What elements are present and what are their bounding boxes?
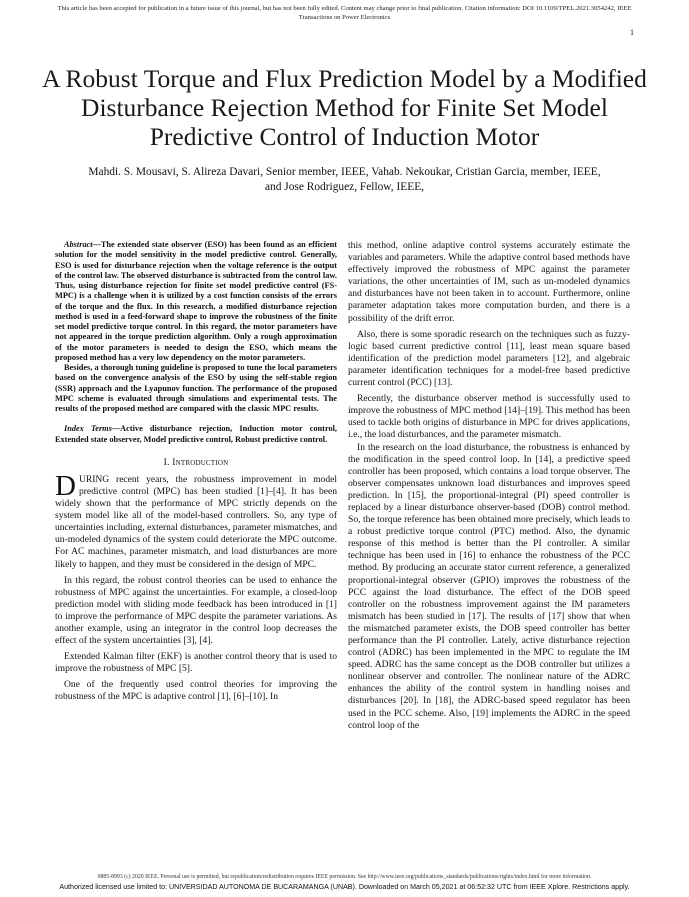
- intro-paragraph-4: One of the frequently used control theories for improving the robustness of the MPC is adaptive control [1], [6]–[10]. In: [55, 679, 337, 703]
- copyright-footer: 0885-8993 (c) 2020 IEEE. Personal use is permitted, but republication/redistribution requires IEEE permission. See http://www.ieee.org/publications_standards/publications/rights/index.html for more information.: [97, 874, 592, 880]
- abstract-paragraph-1: Abstract—The extended state observer (ESO) has been found as an efficient solution for the model sensitivity in the model predictive control. Generally, ESO is used for disturbance rejection when the voltage reference is the output of the control law. The observed disturbance is subtracted from the control law. Thus, using disturbance rejection for finite set model predictive control (FS-MPC) is a challenge when it is utilized by a cost function consists of the errors of the torque and the flux. In this research, a modified disturbance rejection method is used in a feed-forward shape to improve the robustness of the finite set model predictive torque control. In this regard, the motor parameters have not appeared in the torque prediction algorithm. Only a rough approximation of the motor parameters is needed to design the ESO, which means the proposed method has a very low dependency on the motor parameters.: [55, 240, 337, 362]
- intro-paragraph-2: In this regard, the robust control theories can be used to enhance the robustness of MPC against the uncertainties. For example, a closed-loop prediction model with sliding mode feedback has been introduced in [1] to improve the performance of MPC despite the parameter variations. As another example, using an integrator in the control loop decreases the effect of the system uncertainties [3], [4].: [55, 574, 337, 647]
- author-line-2: and Jose Rodriguez, Fellow, IEEE,: [264, 181, 424, 193]
- left-column: [55, 240, 337, 704]
- abstract: [55, 240, 337, 445]
- journal-name: Transactions on Power Electronics: [298, 14, 391, 21]
- right-paragraph-4: In the research on the load disturbance, the robustness is enhanced by the modification in the speed control loop. In [14], a predictive speed controller has been proposed, which contains a load torque observer. The observer compensates unknown load disturbances and improves speed prediction. In [15], the proportional-integral (PI) speed controller is replaced by a linear disturbance observer-based (DOB) control method. So, the torque reference has been obtained more precisely, which leads to a robust predictive torque control (PTC) method. Also, the dynamic response of this method is better than the PI controller. A similar technique has been used in [16] to enhance the robustness of the PCC method. By producing an accurate stator current reference, a generalized proportional-integral observer (GPIO) improves the robustness of the PCC against the load disturbance. The effect of the DOB speed controller on the robustness improvement against the IM parameters mismatch has been studied in [17]. The results of [17] show that when the mismatched parameter exists, the DOB speed controller has better performance than the PI controller. Lately, active disturbance rejection control (ADRC) has been implemented in the MPC to regulate the IM speed. ADRC has the same concept as the DOB controller but utilizes a nonlinear observer and controller. The nonlinear nature of the ADRC enhances the ability of the control system in handling noises and disturbances [20]. In [18], the ADRC-based speed regulator has been used in the PCC scheme. Also, [19] implements the ADRC in the speed control loop of the: [348, 441, 630, 731]
- page-number: 1: [630, 28, 634, 37]
- right-column: [348, 240, 630, 732]
- index-terms-label: Index Terms: [64, 424, 112, 434]
- author-list: [40, 165, 649, 195]
- drop-cap: D: [55, 469, 76, 502]
- right-paragraph-2: Also, there is some sporadic research on the techniques such as fuzzy-logic based current predictive control [11], least mean square based identification of the prediction model parameters [12], and algebraic parameter identification techniques for a model-free based predictive current control (PCC) [13].: [348, 328, 630, 389]
- index-terms: Index Terms—Active disturbance rejection, Induction motor control, Extended state observer, Model predictive control, Robust predictive control.: [55, 424, 337, 444]
- intro-paragraph-1: DURING recent years, the robustness improvement in model predictive control (MPC) has been studied [1]–[4]. It has been widely shown that the performance of MPC strictly depends on the system model like all of the model-based controllers. So, any type of uncertainties including, external disturbances, parameter mismatches, and un-modeled dynamics of the system could deteriorate the MPC outcome. For AC machines, parameter mismatch, and load disturbances are more likely to happen, and they must be considered in the design of MPC.: [55, 469, 337, 570]
- abstract-paragraph-2: Besides, a thorough tuning guideline is proposed to tune the local parameters based on the convergence analysis of the ESO by using the self-stable region (SSR) approach and the Lyapunov function. The performance of the proposed MPC scheme is evaluated through simulations and experimental tests. The results of the proposed method are compared with the classic MPC results.: [55, 363, 337, 413]
- journal-header-notice: This article has been accepted for publication in a future issue of this journal, but has not been fully edited. Content may change prior to final publication. Citation information: DOI 10.1109/TPEL.2021.3054242, IEEE: [57, 5, 632, 12]
- intro-paragraph-3: Extended Kalman filter (EKF) is another control theory that is used to improve the robustness of MPC [5].: [55, 651, 337, 675]
- right-paragraph-1: this method, online adaptive control systems accurately estimate the variables and parameters. While the adaptive control based methods have effectively improved the robustness of MPC against the parameter variations, the other uncertainties of IM, such as un-modeled dynamics and disturbances have not been taken in to account. Furthermore, online parameter adaptation takes more computation burden, and there is a possibility of the drift error.: [348, 240, 630, 324]
- author-line-1: Mahdi. S. Mousavi, S. Alireza Davari, Senior member, IEEE, Vahab. Nekoukar, Cristian Garcia, member, IEEE,: [88, 166, 601, 178]
- right-paragraph-3: Recently, the disturbance observer method is successfully used to improve the robustness of MPC method [14]–[19]. This method has been used to tackle both origins of disturbance in MPC for drives applications, i.e., the load disturbances, and the parameter mismatch.: [348, 393, 630, 441]
- paper-title: A Robust Torque and Flux Prediction Model by a Modified Disturbance Rejection Method for Finite Set Model Predictive Control of Induction Motor: [42, 64, 647, 151]
- license-footer: Authorized licensed use limited to: UNIVERSIDAD AUTONOMA DE BUCARAMANGA (UNAB). Downloaded on March 05,2021 at 06:52:32 UTC from IEEE Xplore. Restrictions apply.: [59, 883, 630, 891]
- abstract-label: Abstract: [64, 240, 93, 249]
- section-heading-introduction: I. Introduction: [163, 456, 229, 468]
